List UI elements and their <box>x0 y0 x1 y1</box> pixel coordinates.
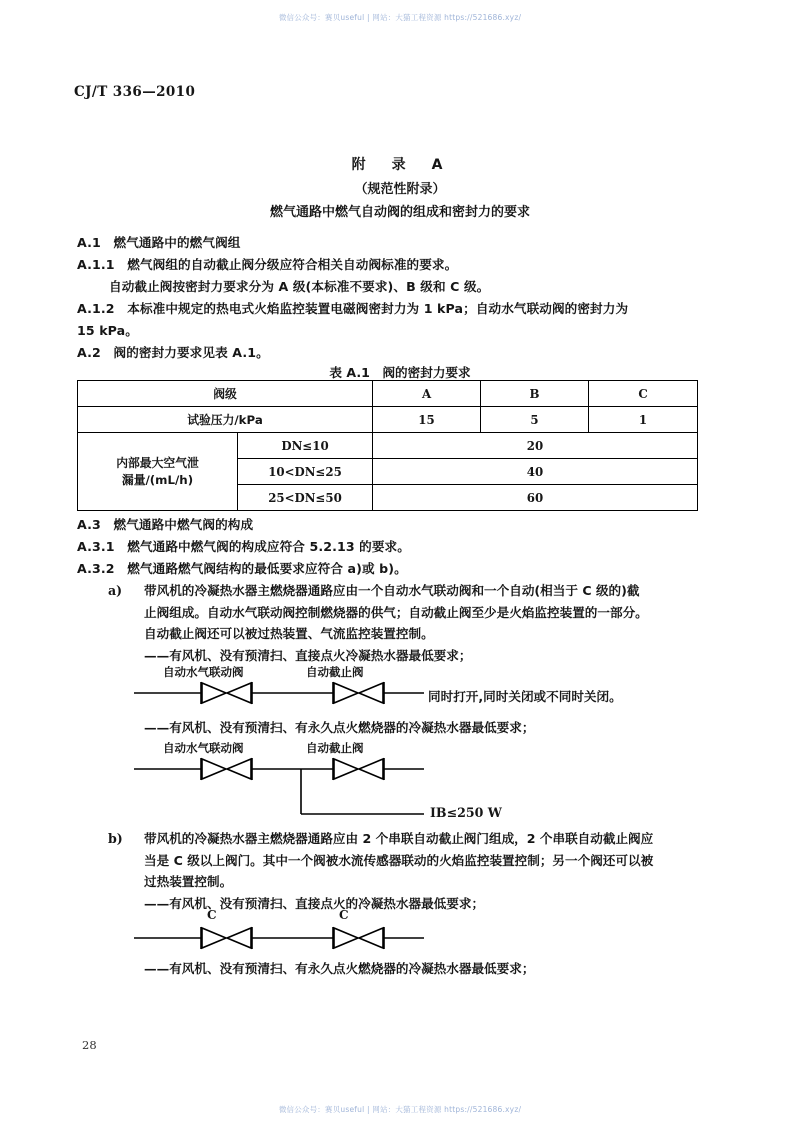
diagram3-valve-class-left: C <box>207 908 217 922</box>
section-a1-heading: A.1 燃气通路中的燃气阀组 <box>77 235 241 250</box>
cell-leak-value-2: 40 <box>373 459 698 485</box>
item-b-line3: 过热装置控制。 <box>144 874 233 889</box>
watermark-bottom: 微信公众号：赛贝useful | 网站：大猫工程资源 https://521686.xyz/ <box>278 1105 522 1114</box>
list-marker-a: a) <box>108 583 123 598</box>
cell-grade-a: A <box>373 381 481 407</box>
diagram2-branch-note: IB≤250 W <box>430 805 502 820</box>
section-a1-1-continuation: 自动截止阀按密封力要求分为 A 级(本标准不要求)、B 级和 C 级。 <box>109 279 490 294</box>
page-number: 28 <box>82 1038 97 1052</box>
section-a2: A.2 阀的密封力要求见表 A.1。 <box>77 345 269 360</box>
diagram1-label-right: 自动截止阀 <box>306 665 364 679</box>
cell-dn-range-1: DN≤10 <box>238 433 373 459</box>
cell-leak-value-1: 20 <box>373 433 698 459</box>
table-row <box>78 381 698 407</box>
leak-label-line2: 漏量/(mL/h) <box>121 472 194 487</box>
cell-grade-label: 阀级 <box>78 381 373 407</box>
cell-leak-value-3: 60 <box>373 485 698 511</box>
annex-subtitle: （规范性附录） <box>354 182 446 197</box>
section-a1-1: A.1.1 燃气阀组的自动截止阀分级应符合相关自动阀标准的要求。 <box>77 257 458 272</box>
cell-dn-range-3: 25<DN≤50 <box>238 485 373 511</box>
leak-label-line1: 内部最大空气泄 <box>116 455 199 470</box>
seal-force-table <box>77 380 698 511</box>
section-a3-heading: A.3 燃气通路中燃气阀的构成 <box>77 517 254 532</box>
item-b-dash1: ——有风机、没有预清扫、直接点火的冷凝热水器最低要求； <box>144 896 485 911</box>
table-row <box>78 433 698 459</box>
cell-pressure-c: 1 <box>589 407 698 433</box>
item-a-line3: 自动截止阀还可以被过热装置、气流监控装置控制。 <box>144 626 434 641</box>
cell-leak-label <box>78 433 238 511</box>
list-marker-b: b) <box>108 831 123 846</box>
item-b-line1: 带风机的冷凝热水器主燃烧器通路应由 2 个串联自动截止阀门组成，2 个串联自动截止阀应 <box>144 831 654 846</box>
diagram2-label-left: 自动水气联动阀 <box>163 741 244 755</box>
valve-diagram-3 <box>134 925 424 951</box>
section-a3-2: A.3.2 燃气通路燃气阀结构的最低要求应符合 a)或 b)。 <box>77 561 407 576</box>
item-a-line1: 带风机的冷凝热水器主燃烧器通路应由一个自动水气联动阀和一个自动(相当于 C 级的)截 <box>144 583 640 598</box>
valve-diagram-1 <box>134 680 424 706</box>
cell-dn-range-2: 10<DN≤25 <box>238 459 373 485</box>
diagram1-note: 同时打开,同时关闭或不同时关闭。 <box>428 689 622 704</box>
cell-grade-b: B <box>481 381 589 407</box>
annex-name: 燃气通路中燃气自动阀的组成和密封力的要求 <box>269 205 530 220</box>
table-row <box>78 407 698 433</box>
item-a-dash2: ——有风机、没有预清扫、有永久点火燃烧器的冷凝热水器最低要求； <box>144 720 535 735</box>
item-b-line2: 当是 C 级以上阀门。其中一个阀被水流传感器联动的火焰监控装置控制；另一个阀还可以被 <box>144 852 654 868</box>
running-head: CJ/T 336—2010 <box>74 84 196 100</box>
diagram2-label-right: 自动截止阀 <box>306 741 364 755</box>
section-a1-2-line2: 15 kPa。 <box>77 323 138 338</box>
item-a-dash1: ——有风机、没有预清扫、直接点火冷凝热水器最低要求； <box>144 648 472 663</box>
cell-pressure-label: 试验压力/kPa <box>78 407 373 433</box>
cell-grade-c: C <box>589 381 698 407</box>
section-a1-2-line1: A.1.2 本标准中规定的热电式火焰监控装置电磁阀密封力为 1 kPa；自动水气联动阀的密封力为 <box>77 301 629 316</box>
list-item-a <box>108 580 708 645</box>
watermark-top: 微信公众号：赛贝useful | 网站：大猫工程资源 https://521686.xyz/ <box>278 13 522 22</box>
table-caption: 表 A.1 阀的密封力要求 <box>329 365 471 380</box>
diagram3-valve-class-right: C <box>339 908 349 922</box>
annex-title: 附 录 A <box>351 157 449 173</box>
item-b-dash2: ——有风机、没有预清扫、有永久点火燃烧器的冷凝热水器最低要求； <box>144 961 535 976</box>
diagram1-label-left: 自动水气联动阀 <box>163 665 244 679</box>
section-a3-1: A.3.1 燃气通路中燃气阀的构成应符合 5.2.13 的要求。 <box>77 539 410 554</box>
list-item-b <box>108 828 718 893</box>
item-a-line2: 止阀组成。自动水气联动阀控制燃烧器的供气；自动截止阀至少是火焰监控装置的一部分。 <box>144 604 648 620</box>
valve-diagram-2 <box>134 756 424 822</box>
cell-pressure-b: 5 <box>481 407 589 433</box>
cell-pressure-a: 15 <box>373 407 481 433</box>
